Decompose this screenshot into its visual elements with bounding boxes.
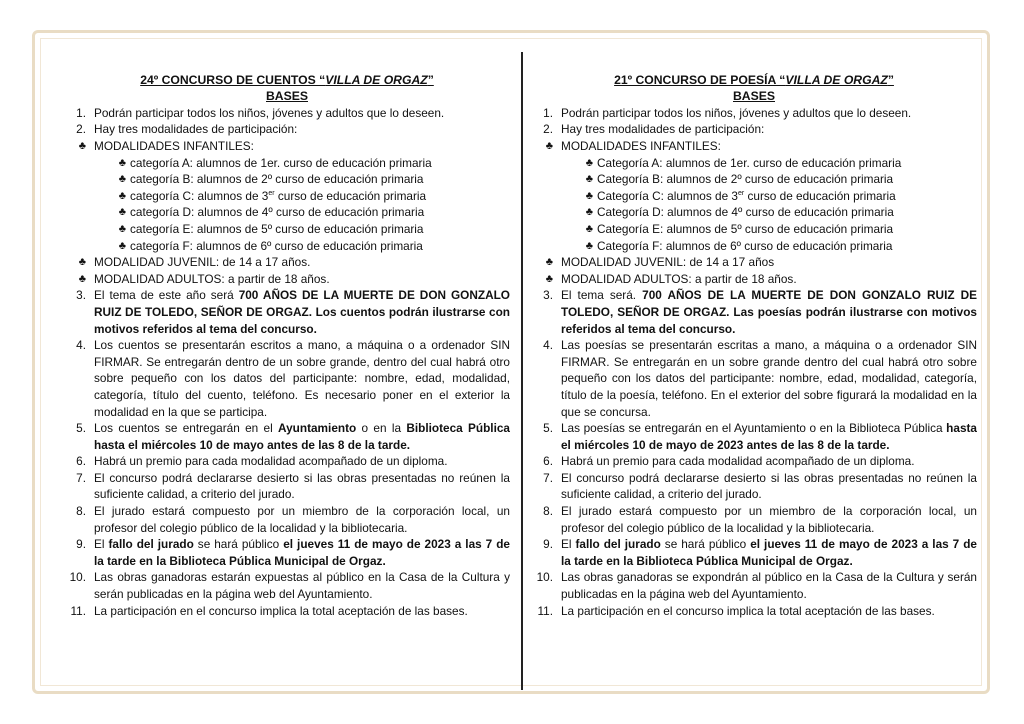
text-span: Hay tres modalidades de participación: xyxy=(561,122,765,137)
item-text xyxy=(531,603,977,620)
text-span: MODALIDAD JUVENIL: de 14 a 17 años. xyxy=(94,255,311,270)
text-span: El tema será. xyxy=(561,288,643,303)
club-bullet-icon: ♣ xyxy=(585,173,593,186)
item-text xyxy=(64,470,510,503)
list-item xyxy=(531,254,977,271)
club-bullet-icon: ♣ xyxy=(118,239,126,252)
item-text xyxy=(531,503,977,536)
text-span: El jurado estará compuesto por un miembro de la corporación local, un profesor del colegio público de la localidad y la bibliotecaria. xyxy=(94,504,510,535)
list-item xyxy=(64,603,510,620)
club-bullet-icon: ♣ xyxy=(118,189,126,202)
item-text xyxy=(64,221,510,238)
text-span: El tema de este año será xyxy=(94,288,239,303)
club-bullet-icon: ♣ xyxy=(585,222,593,235)
club-bullet-icon: ♣ xyxy=(78,256,86,269)
text-span: Habrá un premio para cada modalidad acompañado de un diploma. xyxy=(94,454,448,469)
text-span: Las obras ganadoras se expondrán al público en la Casa de la Cultura y serán publicadas en la página web del Ayuntamiento. xyxy=(561,570,977,602)
category-item xyxy=(64,238,510,255)
club-bullet-icon: ♣ xyxy=(585,239,593,252)
list-item xyxy=(531,569,977,602)
bold-text: 700 AÑOS DE LA MUERTE DE DON GONZALO RUIZ DE TOLEDO, SEÑOR DE ORGAZ. Los cuentos podrán ilustrarse con motivos referidos al tema del concurso. xyxy=(94,288,510,336)
text-span: MODALIDADES INFANTILES: xyxy=(561,139,721,153)
text-span: Categoría B: alumnos de 2º curso de educación primaria xyxy=(597,172,894,187)
club-bullet-icon: ♣ xyxy=(118,222,126,235)
list-item xyxy=(64,138,510,155)
item-text xyxy=(64,503,510,536)
category-item xyxy=(531,188,977,205)
list-item xyxy=(531,536,977,569)
text-span: Categoría F: alumnos de 6º curso de educación primaria xyxy=(597,238,893,253)
list-item xyxy=(64,470,510,503)
list-item xyxy=(64,254,510,271)
text-span: Categoría C: alumnos de 3 xyxy=(597,188,738,203)
text-span: Categoría A: alumnos de 1er. curso de educación primaria xyxy=(597,155,902,170)
club-bullet-icon: ♣ xyxy=(585,189,593,202)
text-span: curso de educación primaria xyxy=(274,188,427,203)
cuentos-title: 24º CONCURSO DE CUENTOS “VILLA DE ORGAZ” xyxy=(140,73,434,87)
item-text xyxy=(64,121,510,138)
text-span: categoría D: alumnos de 4º curso de educación primaria xyxy=(130,205,425,220)
text-span: categoría F: alumnos de 6º curso de educación primaria xyxy=(130,238,423,253)
superscript: er xyxy=(268,189,275,197)
item-text xyxy=(531,204,977,221)
list-item xyxy=(64,420,510,453)
text-span: El concurso podrá declararse desierto si las obras presentadas no reúnen la suficiente calidad, a criterio del jurado. xyxy=(94,470,510,502)
item-number: 3. xyxy=(543,288,553,303)
item-text xyxy=(531,271,977,288)
item-text xyxy=(531,569,977,602)
text-span: categoría B: alumnos de 2º curso de educación primaria xyxy=(130,172,424,187)
category-item xyxy=(64,204,510,221)
text-span: La participación en el concurso implica la total aceptación de las bases. xyxy=(94,603,468,618)
item-text xyxy=(64,238,510,255)
item-text xyxy=(64,155,510,172)
bold-text: el jueves 11 de mayo de 2023 a las 7 de la tarde en la Biblioteca Pública Municipal de Orgaz. xyxy=(561,537,977,568)
category-item xyxy=(64,188,510,205)
club-bullet-icon: ♣ xyxy=(78,272,86,285)
text-span: Las obras ganadoras estarán expuestas al público en la Casa de la Cultura y serán publicadas en la página web del Ayuntamiento. xyxy=(94,570,510,602)
text-span: Las poesías se entregarán en el Ayuntamiento o en la Biblioteca Pública xyxy=(561,421,947,436)
item-number: 1. xyxy=(543,105,553,120)
list-item xyxy=(64,569,510,602)
club-bullet-icon: ♣ xyxy=(545,272,553,285)
text-span: curso de educación primaria xyxy=(744,188,896,203)
item-text xyxy=(64,453,510,470)
text-span: Habrá un premio para cada modalidad acompañado de un diploma. xyxy=(561,454,915,469)
item-text xyxy=(531,287,977,337)
column-divider xyxy=(521,52,523,690)
list-item xyxy=(64,121,510,138)
text-span: El jurado estará compuesto por un miembro de la corporación local, un profesor del colegio público de la localidad y la bibliotecaria. xyxy=(561,504,977,535)
item-text xyxy=(531,155,977,172)
bold-text: fallo del jurado xyxy=(575,537,661,552)
club-bullet-icon: ♣ xyxy=(118,173,126,186)
item-text xyxy=(531,453,977,470)
list-item xyxy=(531,453,977,470)
category-item xyxy=(64,171,510,188)
text-span: o en la xyxy=(356,421,407,436)
list-item xyxy=(531,271,977,288)
item-number: 8. xyxy=(76,504,86,519)
list-item xyxy=(531,121,977,138)
category-item xyxy=(531,171,977,188)
text-span: La participación en el concurso implica la total aceptación de las bases. xyxy=(561,603,935,618)
bold-text: 700 AÑOS DE LA MUERTE DE DON GONZALO RUIZ DE TOLEDO, SEÑOR DE ORGAZ. Las poesías podrán ilustrarse con motivos referidos al tema del concurso. xyxy=(561,288,977,336)
list-item xyxy=(64,337,510,420)
list-item xyxy=(531,105,977,122)
item-text xyxy=(64,105,510,122)
item-text xyxy=(64,420,510,453)
text-span: Las poesías se presentarán escritas a mano, a máquina o a ordenador SIN FIRMAR. Se entregarán en un sobre grande dentro del cual habrá otro sobre pequeño con los datos del participante: nombre, edad, modalidad, categoría, título de la poesía, teléfono. En el exterior del sobre figurará la modalidad en la que se concursa. xyxy=(561,338,977,419)
cuentos-bases-list xyxy=(64,105,510,619)
item-number: 1. xyxy=(76,105,86,120)
text-span: categoría A: alumnos de 1er. curso de educación primaria xyxy=(130,155,432,170)
item-number: 5. xyxy=(76,421,86,436)
poesia-column xyxy=(531,72,977,619)
item-text xyxy=(531,420,977,453)
item-text xyxy=(531,238,977,255)
item-text xyxy=(64,536,510,569)
item-text xyxy=(531,221,977,238)
item-text xyxy=(64,204,510,221)
bold-text: Ayuntamiento xyxy=(278,421,357,436)
item-number: 10. xyxy=(69,570,86,585)
item-number: 7. xyxy=(543,470,553,485)
item-number: 2. xyxy=(76,122,86,137)
list-item xyxy=(531,603,977,620)
item-number: 10. xyxy=(536,570,553,585)
item-text xyxy=(64,188,510,205)
text-span: categoría C: alumnos de 3 xyxy=(130,188,269,203)
text-span: Podrán participar todos los niños, jóvenes y adultos que lo deseen. xyxy=(561,105,912,120)
bold-text: hasta el miércoles 10 de mayo de 2023 antes de las 8 de la tarde. xyxy=(561,421,977,452)
cuentos-subtitle: BASES xyxy=(266,89,308,104)
club-bullet-icon: ♣ xyxy=(585,156,593,169)
cuentos-column xyxy=(64,72,510,619)
club-bullet-icon: ♣ xyxy=(545,256,553,269)
bold-text: el jueves 11 de mayo de 2023 a las 7 de la tarde en la Biblioteca Pública Municipal de Orgaz. xyxy=(94,537,510,568)
item-number: 4. xyxy=(76,338,86,353)
text-span: Los cuentos se presentarán escritos a mano, a máquina o a ordenador SIN FIRMAR. Se entregarán dentro de un sobre grande, dentro del cual habrá otro sobre pequeño con los datos del participante: nombre, edad, modalidad, categoría, título del cuento, teléfono. Es necesario poner en el exterior la modalidad en la que se participa. xyxy=(94,338,510,419)
text-span: se hará público xyxy=(193,537,284,552)
item-text xyxy=(64,287,510,337)
club-bullet-icon: ♣ xyxy=(118,206,126,219)
item-text xyxy=(531,254,977,271)
list-item xyxy=(531,337,977,420)
text-span: Los cuentos se entregarán en el xyxy=(94,421,279,436)
list-item xyxy=(531,470,977,503)
item-text xyxy=(531,337,977,420)
list-item xyxy=(531,138,977,155)
list-item xyxy=(64,453,510,470)
item-number: 11. xyxy=(70,603,86,618)
text-span: El xyxy=(94,537,109,552)
item-number: 7. xyxy=(76,470,86,485)
text-span: Categoría D: alumnos de 4º curso de educación primaria xyxy=(597,205,894,220)
list-item xyxy=(64,503,510,536)
item-text xyxy=(64,337,510,420)
item-text xyxy=(64,254,510,271)
text-span: El xyxy=(561,537,576,552)
item-number: 4. xyxy=(543,338,553,353)
item-text xyxy=(64,138,510,155)
text-span: se hará público xyxy=(660,537,751,552)
category-item xyxy=(531,221,977,238)
item-number: 11. xyxy=(537,603,553,618)
list-item xyxy=(64,271,510,288)
item-number: 9. xyxy=(76,537,86,552)
item-number: 2. xyxy=(543,122,553,137)
text-span: MODALIDAD ADULTOS: a partir de 18 años. xyxy=(94,271,330,286)
club-bullet-icon: ♣ xyxy=(545,140,553,152)
item-text xyxy=(531,105,977,122)
text-span: MODALIDADES INFANTILES: xyxy=(94,139,254,153)
superscript: er xyxy=(738,189,745,197)
item-number: 9. xyxy=(543,537,553,552)
club-bullet-icon: ♣ xyxy=(118,156,126,169)
list-item xyxy=(64,536,510,569)
item-number: 6. xyxy=(76,454,86,469)
item-text xyxy=(64,171,510,188)
bold-text: fallo del jurado xyxy=(108,537,194,552)
item-text xyxy=(64,271,510,288)
item-text xyxy=(531,470,977,503)
text-span: Hay tres modalidades de participación: xyxy=(94,122,298,137)
item-number: 8. xyxy=(543,504,553,519)
category-item xyxy=(531,238,977,255)
text-span: El concurso podrá declararse desierto si las obras presentadas no reúnen la suficiente calidad, a criterio del jurado. xyxy=(561,470,977,502)
text-span: Categoría E: alumnos de 5º curso de educación primaria xyxy=(597,221,894,236)
item-number: 5. xyxy=(543,421,553,436)
list-item xyxy=(531,503,977,536)
text-span: Podrán participar todos los niños, jóvenes y adultos que lo deseen. xyxy=(94,105,445,120)
item-text xyxy=(531,188,977,205)
item-number: 6. xyxy=(543,454,553,469)
item-text xyxy=(64,569,510,602)
list-item xyxy=(531,287,977,337)
club-bullet-icon: ♣ xyxy=(585,206,593,219)
list-item xyxy=(64,287,510,337)
item-number: 3. xyxy=(76,288,86,303)
item-text xyxy=(531,536,977,569)
category-item xyxy=(531,204,977,221)
list-item xyxy=(64,105,510,122)
text-span: MODALIDAD JUVENIL: de 14 a 17 años xyxy=(561,255,775,270)
item-text xyxy=(64,603,510,620)
club-bullet-icon: ♣ xyxy=(78,140,86,152)
text-span: categoría E: alumnos de 5º curso de educación primaria xyxy=(130,221,424,236)
item-text xyxy=(531,138,977,155)
text-span: MODALIDAD ADULTOS: a partir de 18 años. xyxy=(561,271,797,286)
poesia-title: 21º CONCURSO DE POESÍA “VILLA DE ORGAZ” xyxy=(614,73,894,87)
poesia-subtitle: BASES xyxy=(733,89,775,104)
list-item xyxy=(531,420,977,453)
poesia-bases-list xyxy=(531,105,977,619)
item-text xyxy=(531,171,977,188)
category-item xyxy=(64,155,510,172)
item-text xyxy=(531,121,977,138)
category-item xyxy=(64,221,510,238)
category-item xyxy=(531,155,977,172)
bold-text: Biblioteca Pública hasta el miércoles 10 de mayo antes de las 8 de la tarde. xyxy=(94,421,510,452)
